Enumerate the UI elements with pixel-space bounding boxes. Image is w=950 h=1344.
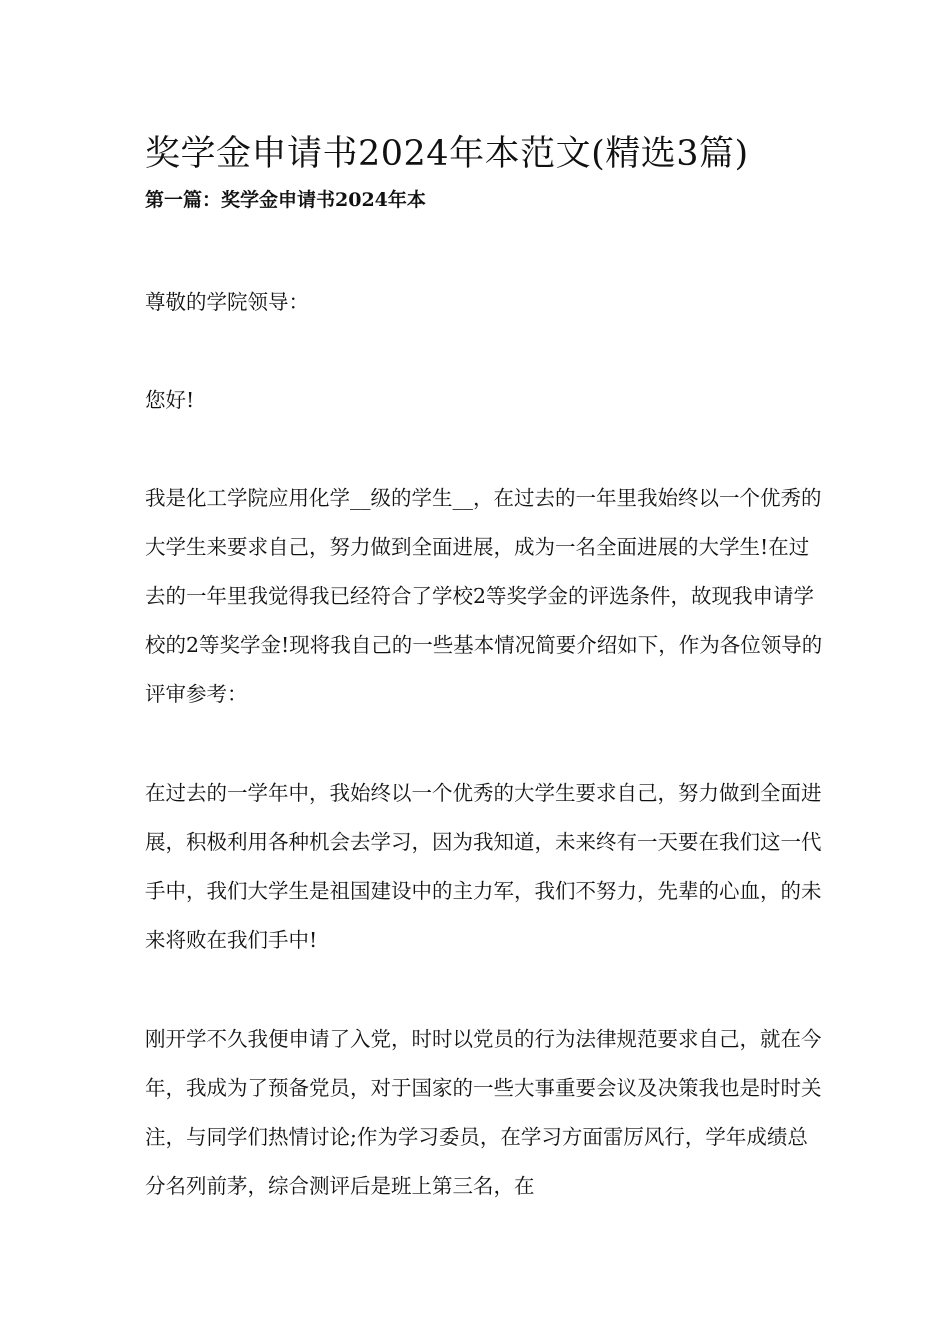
document-title: 奖学金申请书2024年本范文(精选3篇) [145, 134, 749, 174]
greeting-line: 尊敬的学院领导： [145, 290, 309, 314]
section-heading: 第一篇：奖学金申请书2024年本 [145, 189, 426, 211]
body-paragraph: 在过去的一学年中，我始终以一个优秀的大学生要求自己，努力做到全面进展，积极利用各种机会去学习，因为我知道，未来终有一天要在我们这一代手中，我们大学生是祖国建设中的主力军，我们不努力，先辈的心血，的未来将败在我们手中! [145, 781, 822, 952]
salutation-line: 您好! [145, 388, 195, 412]
body-paragraph: 刚开学不久我便申请了入党，时时以党员的行为法律规范要求自己，就在今年，我成为了预备党员，对于国家的一些大事重要会议及决策我也是时时关注，与同学们热情讨论;作为学习委员，在学习方面雷厉风行，学年成绩总分名列前茅，综合测评后是班上第三名，在 [145, 1027, 822, 1198]
body-paragraph: 我是化工学院应用化学__级的学生__，在过去的一年里我始终以一个优秀的大学生来要求自己，努力做到全面进展，成为一名全面进展的大学生!在过去的一年里我觉得我已经符合了学校2等奖学金的评选条件，故现我申请学校的2等奖学金!现将我自己的一些基本情况简要介绍如下，作为各位领导的评审参考： [145, 486, 823, 706]
